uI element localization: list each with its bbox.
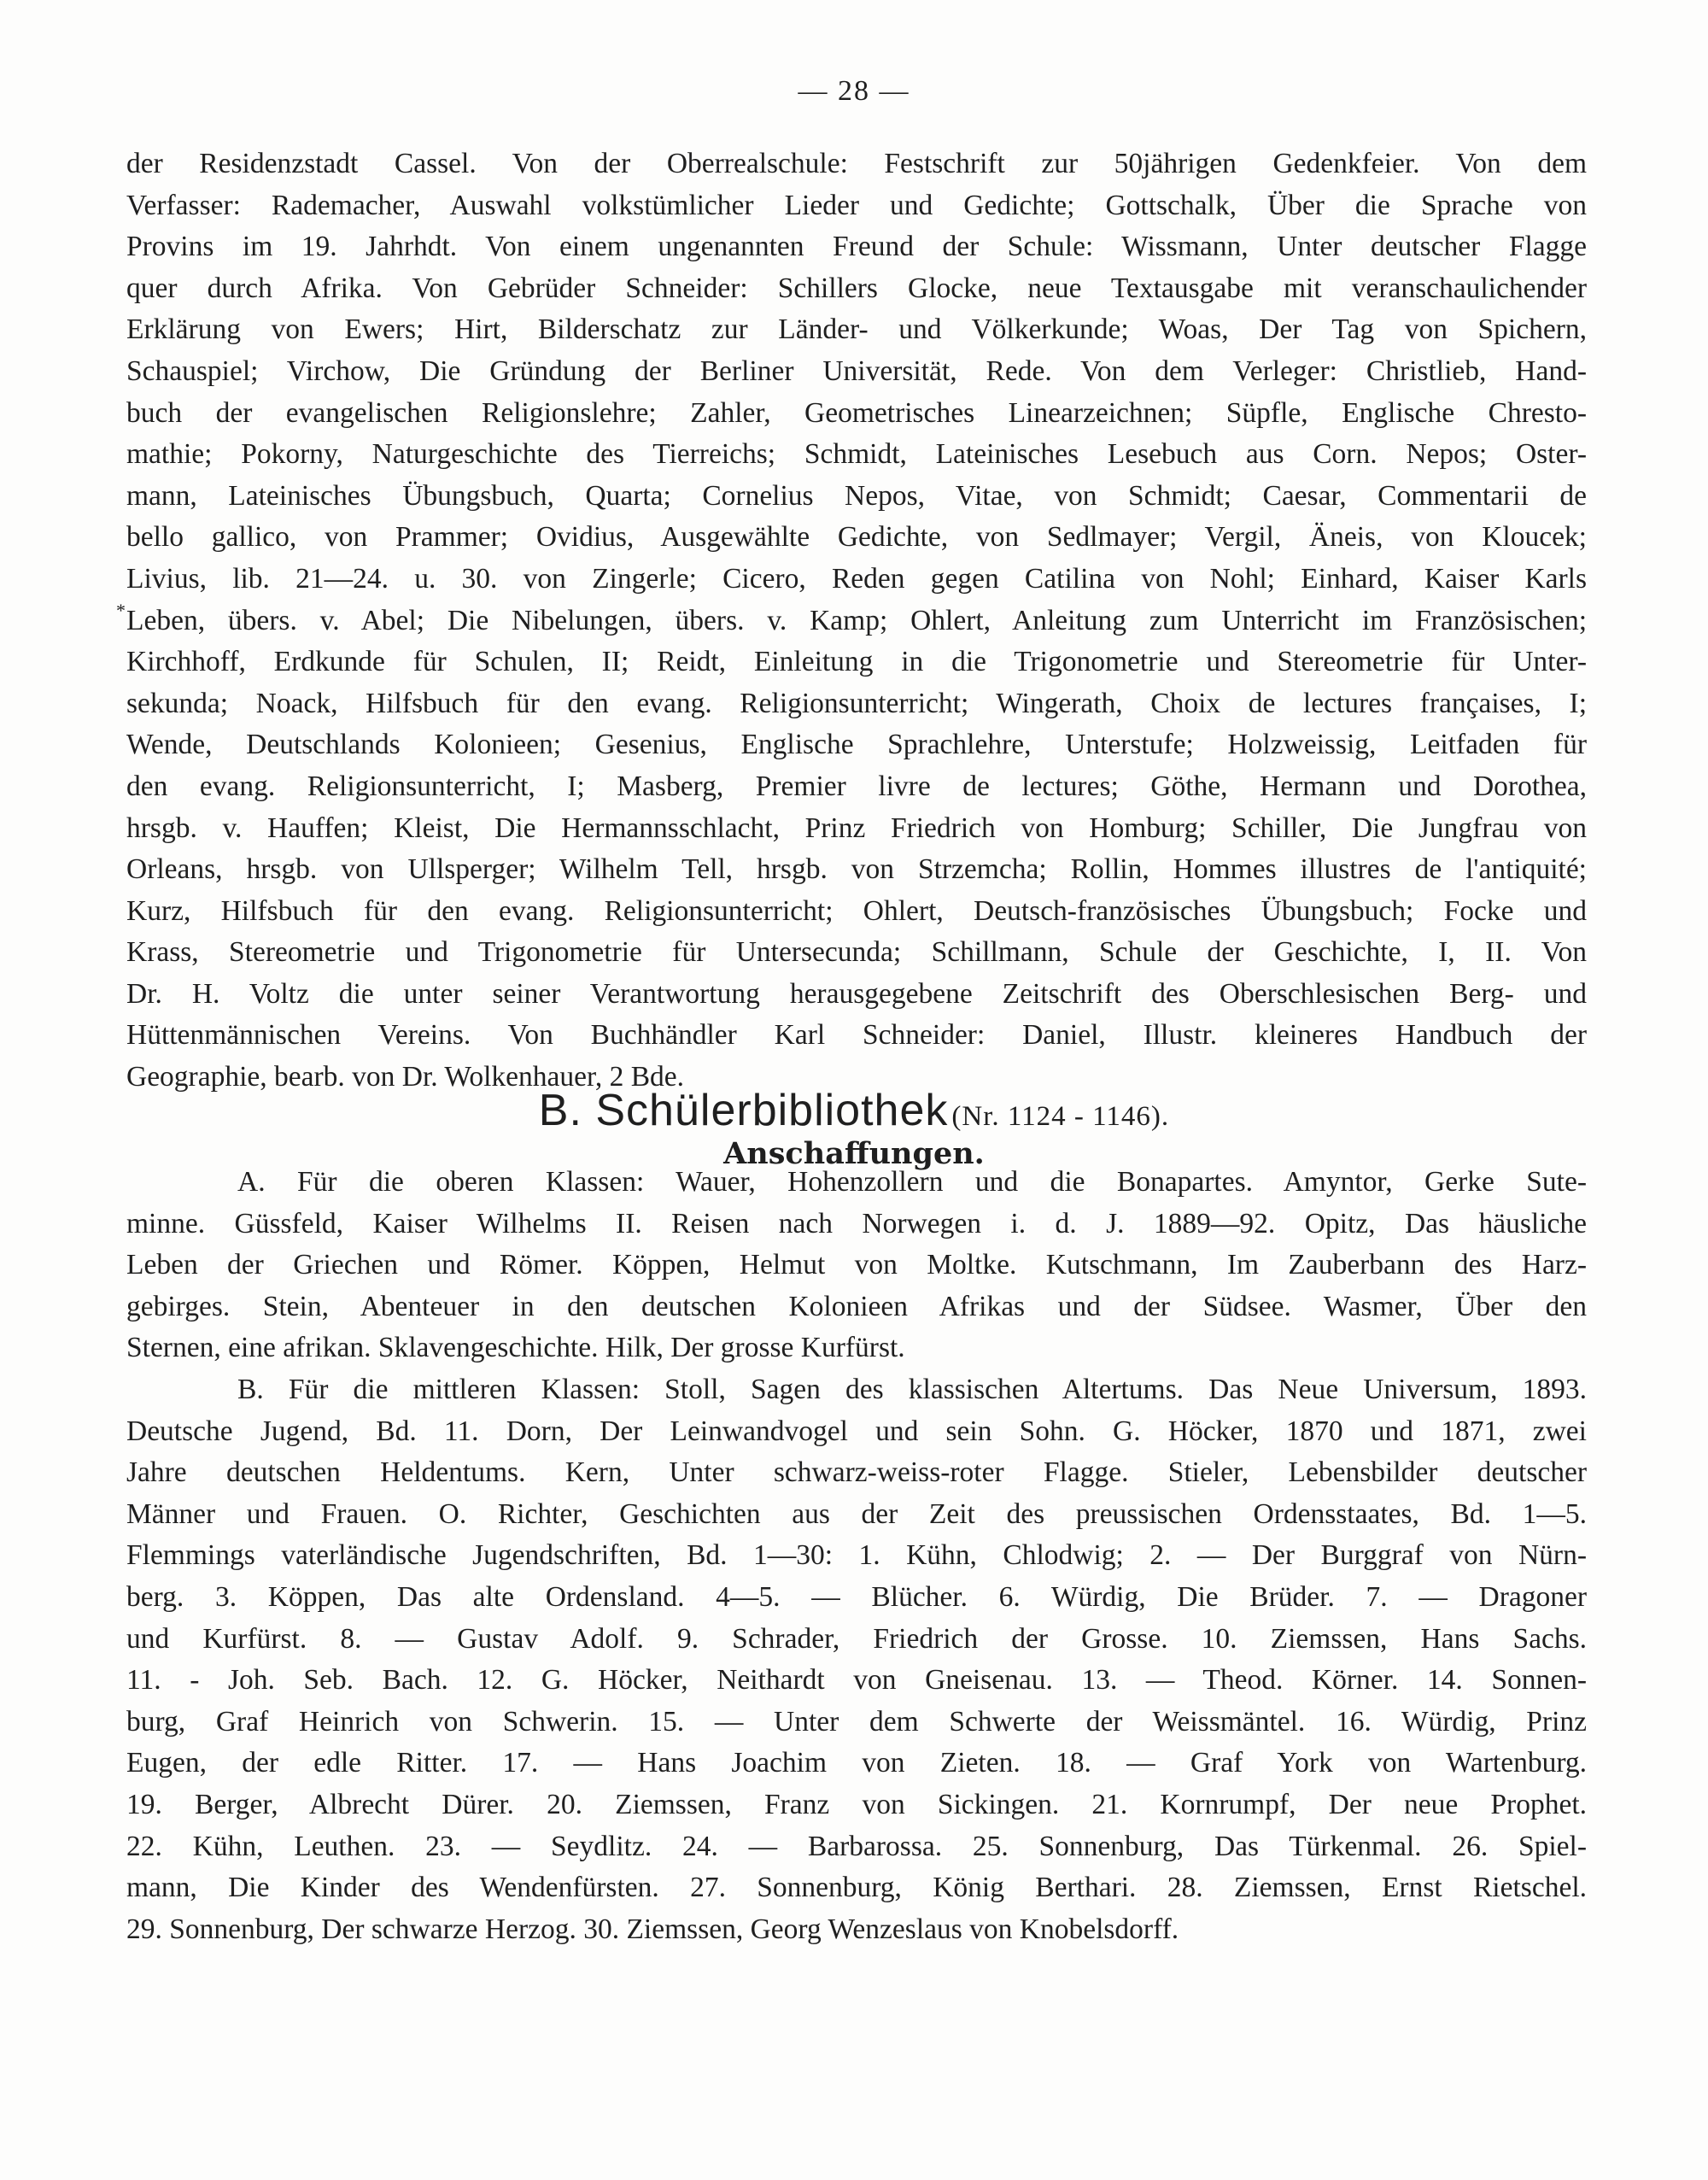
text-line: Verfasser: Rademacher, Auswahl volkstümlicher Lieder und Gedichte; Gottschalk, Über die Sprache von xyxy=(126,189,1587,221)
section-range: (Nr. 1124 - 1146). xyxy=(951,1101,1170,1132)
text-line: der Residenzstadt Cassel. Von der Oberrealschule: Festschrift zur 50jährigen Gedenkfeier. Von dem xyxy=(126,148,1587,179)
text-line: Sternen, eine afrikan. Sklavengeschichte. Hilk, Der grosse Kurfürst. xyxy=(126,1332,905,1364)
text-line: B. Für die mittleren Klassen: Stoll, Sagen des klassischen Altertums. Das Neue Universum, 1893. xyxy=(237,1373,1587,1405)
text-line: bello gallico, von Prammer; Ovidius, Ausgewählte Gedichte, von Sedlmayer; Vergil, Äneis, von Kloucek; xyxy=(126,521,1587,554)
text-line: Wende, Deutschlands Kolonieen; Gesenius, Englische Sprachlehre, Unterstufe; Holzweissig, Leitfaden für xyxy=(126,729,1587,761)
text-line: Erklärung von Ewers; Hirt, Bilderschatz zur Länder- und Völkerkunde; Woas, Der Tag von Spichern, xyxy=(126,314,1587,346)
text-line: Hüttenmännischen Vereins. Von Buchhändler Karl Schneider: Daniel, Illustr. kleineres Handbuch der xyxy=(126,1019,1587,1052)
text-line: 22. Kühn, Leuthen. 23. — Seydlitz. 24. — Barbarossa. 25. Sonnenburg, Das Türkenmal. 26. Spiel- xyxy=(126,1830,1587,1862)
text-line: hrsgb. v. Hauffen; Kleist, Die Hermannsschlacht, Prinz Friedrich von Homburg; Schiller, Die Jungfrau von xyxy=(126,812,1587,844)
text-line: und Kurfürst. 8. — Gustav Adolf. 9. Schrader, Friedrich der Grosse. 10. Ziemssen, Hans Sachs. xyxy=(126,1622,1587,1655)
text-line: Männer und Frauen. O. Richter, Geschichten aus der Zeit des preussischen Ordensstaates, Bd. 1—5. xyxy=(126,1497,1587,1530)
text-line: 29. Sonnenburg, Der schwarze Herzog. 30. Ziemssen, Georg Wenzeslaus von Knobelsdorff. xyxy=(126,1913,1179,1945)
text-line: 19. Berger, Albrecht Dürer. 20. Ziemssen, Franz von Sickingen. 21. Kornrumpf, Der neue Prophet. xyxy=(126,1788,1587,1820)
text-line: mann, Die Kinder des Wendenfürsten. 27. Sonnenburg, König Berthari. 28. Ziemssen, Ernst Rietschel. xyxy=(126,1872,1587,1904)
text-line: 11. - Joh. Seb. Bach. 12. G. Höcker, Neithardt von Gneisenau. 13. — Theod. Körner. 14. Sonnen- xyxy=(126,1664,1587,1697)
text-line: den evang. Religionsunterricht, I; Masberg, Premier livre de lectures; Göthe, Hermann und Dorothea, xyxy=(126,770,1587,802)
text-line: Krass, Stereometrie und Trigonometrie für Untersecunda; Schillmann, Schule der Geschichte, I, II. Von xyxy=(126,936,1587,969)
text-line: Livius, lib. 21—24. u. 30. von Zingerle; Cicero, Reden gegen Catilina von Nohl; Einhard, Kaiser Karls xyxy=(126,562,1587,595)
text-line: mathie; Pokorny, Naturgeschichte des Tierreichs; Schmidt, Lateinisches Lesebuch aus Corn. Nepos; Oster- xyxy=(126,438,1587,471)
text-line: Dr. H. Voltz die unter seiner Verantwortung herausgegebene Zeitschrift des Oberschlesischen Berg- und xyxy=(126,977,1587,1010)
page-number: — 28 — xyxy=(798,75,910,107)
text-line: sekunda; Noack, Hilfsbuch für den evang. Religionsunterricht; Wingerath, Choix de lectures françaises, I; xyxy=(126,687,1587,719)
text-line: Kurz, Hilfsbuch für den evang. Religionsunterricht; Ohlert, Deutsch-französisches Übungsbuch; Focke und xyxy=(126,894,1587,927)
text-line: Leben, übers. v. Abel; Die Nibelungen, übers. v. Kamp; Ohlert, Anleitung zum Unterricht im Französischen; xyxy=(126,604,1587,636)
text-line: quer durch Afrika. Von Gebrüder Schneider: Schillers Glocke, neue Textausgabe mit veranschaulichender xyxy=(126,272,1587,304)
text-line: burg, Graf Heinrich von Schwerin. 15. — Unter dem Schwerte der Weissmäntel. 16. Würdig, Prinz xyxy=(126,1705,1587,1738)
text-line: Deutsche Jugend, Bd. 11. Dorn, Der Leinwandvogel und sein Sohn. G. Höcker, 1870 und 1871, zwei xyxy=(126,1415,1587,1447)
text-line: Geographie, bearb. von Dr. Wolkenhauer, 2 Bde. xyxy=(126,1061,685,1093)
acquisitions-paragraph xyxy=(126,1162,1587,1950)
text-line: buch der evangelischen Religionslehre; Zahler, Geometrisches Linearzeichnen; Süpfle, Englische Chresto- xyxy=(126,396,1587,429)
section-heading xyxy=(0,1085,1708,1136)
text-line: Provins im 19. Jahrhdt. Von einem ungenannten Freund der Schule: Wissmann, Unter deutscher Flagge xyxy=(126,231,1587,263)
text-line: Jahre deutschen Heldentums. Kern, Unter schwarz-weiss-roter Flagge. Stieler, Lebensbilder deutscher xyxy=(126,1456,1587,1489)
text-line: berg. 3. Köppen, Das alte Ordensland. 4—5. — Blücher. 6. Würdig, Die Brüder. 7. — Dragoner xyxy=(126,1580,1587,1613)
margin-mark: * xyxy=(116,600,126,621)
donations-paragraph xyxy=(126,144,1587,1099)
text-line: Orleans, hrsgb. von Ullsperger; Wilhelm Tell, hrsgb. von Strzemcha; Rollin, Hommes illustres de l'antiquité; xyxy=(126,853,1587,886)
section-title: B. Schülerbibliothek xyxy=(538,1086,949,1135)
text-line: Leben der Griechen und Römer. Köppen, Helmut von Moltke. Kutschmann, Im Zauberbann des Harz- xyxy=(126,1249,1587,1281)
text-line: A. Für die oberen Klassen: Wauer, Hohenzollern und die Bonapartes. Amyntor, Gerke Sute- xyxy=(237,1166,1587,1198)
text-line: Eugen, der edle Ritter. 17. — Hans Joachim von Zieten. 18. — Graf York von Wartenburg. xyxy=(126,1747,1587,1779)
text-line: gebirges. Stein, Abenteuer in den deutschen Kolonieen Afrikas und der Südsee. Wasmer, Über den xyxy=(126,1290,1587,1322)
text-line: mann, Lateinisches Übungsbuch, Quarta; Cornelius Nepos, Vitae, von Schmidt; Caesar, Commentarii de xyxy=(126,479,1587,512)
text-line: Schauspiel; Virchow, Die Gründung der Berliner Universität, Rede. Von dem Verleger: Christlieb, Hand- xyxy=(126,355,1587,387)
text-line: Kirchhoff, Erdkunde für Schulen, II; Reidt, Einleitung in die Trigonometrie und Stereometrie für Unter- xyxy=(126,646,1587,678)
section-subheading: Anschaffungen. xyxy=(723,1136,985,1171)
text-line: minne. Güssfeld, Kaiser Wilhelms II. Reisen nach Norwegen i. d. J. 1889—92. Opitz, Das häusliche xyxy=(126,1207,1587,1239)
text-line: Flemmings vaterländische Jugendschriften, Bd. 1—30: 1. Kühn, Chlodwig; 2. — Der Burggraf von Nürn- xyxy=(126,1539,1587,1572)
